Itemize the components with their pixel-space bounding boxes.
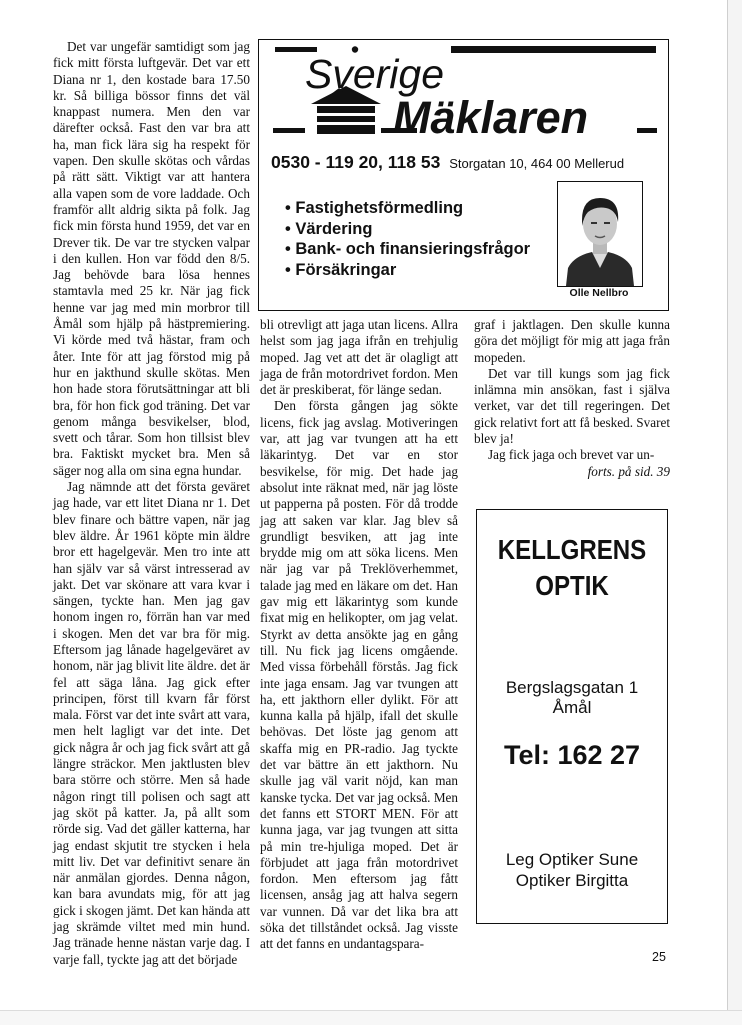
page-number: 25 <box>652 950 666 964</box>
portrait-photo <box>557 181 643 287</box>
maklaren-logo-graphic <box>273 44 658 142</box>
portrait-image <box>558 182 642 286</box>
maklaren-address: Storgatan 10, 464 00 Mellerud <box>449 156 625 171</box>
maklaren-services <box>285 198 530 280</box>
logo-word-1: Sverige <box>305 51 445 97</box>
article-column-3 <box>474 317 670 480</box>
maklaren-contact <box>271 152 624 173</box>
article-column-2 <box>260 317 458 953</box>
service-item: • Bank- och finansieringsfrågor <box>285 239 530 260</box>
optik-name-line2: OPTIK <box>535 570 609 601</box>
optik-name-line1: KELLGRENS <box>497 534 647 565</box>
article-paragraph: Den första gången jag sökte licens, fick jag avslag. Motiveringen var, att jag var tvungen att ha ett läkarintyg. Det var en stor besvikelse, för mig. Det hade jag absolut inte räknat med, när jag löste ut papperna på posten. För då trodde jag att saken var klar. Jag blev så grundligt besviken, att jag inte brydde mig om att söka licens. Men när jag var på Treklöverhemmet, talade jag med en läkare om det. Han gav mig ett läkarintyg som kunde fixat mig en helikopter, om jag velat. Styrkt av detta ansökte jag en gång till. Nu fick jag licens omgående. Med vissa förbehåll förstås. Jag fick inte jaga ensam. Jag var tvungen att ha, ett jakthorn eller dylikt. För att kunna kalla på hjälp, ifall det skulle behövas. Det löste jag genom att skaffa mig en PR-radio. Jag tyckte det var bättre än ett jakthorn. Nu skulle jag väl varit nöjd, kan man kanske tycka. Det var jag också. Men det fanns ett STORT MEN. För att kunna jaga, var jag tvungen att sitta på min tre-hjuliga moped. Det är förbjudet att jaga från motordrivet fordon. Men eftersom jag fått licensen, ansåg jag att halva segern var vunnen. Då var det lika bra att söka det tillståndet också. Jag visste att det fanns en undantagspara- <box>260 398 458 952</box>
service-item: • Värdering <box>285 219 530 240</box>
page-edge-right <box>727 0 742 1024</box>
optik-staff-1: Leg Optiker Sune <box>505 850 639 869</box>
continued-note: forts. på sid. 39 <box>587 463 670 479</box>
service-item: • Fastighetsförmedling <box>285 198 530 219</box>
logo-word-2: Mäklaren <box>393 92 589 142</box>
maklaren-phone: 0530 - 119 20, 118 53 <box>271 152 441 172</box>
service-item: • Försäkringar <box>285 260 530 281</box>
ad-kellgrens-optik <box>476 509 668 924</box>
ad-sverige-maklaren <box>258 39 669 311</box>
article-paragraph: Jag nämnde att det första geväret jag hade, var ett litet Diana nr 1. Det blev finare och bättre vapen, när jag blev äldre. År 1961 köpte min äldre bror ett hagelgevär. Men tro inte att han själv var så värst intresserad av jakt. Det var skönare att vara kvar i sängen, tyckte han. Men jag gav honom ingen ro, förrän han var med i skogen. Men det var bra för mig. Eftersom jag lånade hagelgeväret av honom, när jag blivit lite äldre. det är fel att säga låna. Jag gick efter principen, först till kvarn får först mala. Först var det inte svårt att vara, men helt lagligt var det inte. Det gick några år och jag fick svårt att gå längre sträckor. Men jaktlusten blev bara större och större. Men så hade någon ringt till polisen och sagt att jag sköt på katter. Ja, på allt som rörde sig. Vad det gäller katterna, har jag endast skjutit tre stycken i hela mitt liv. Det var definitivt senare än när anmälan gjordes. Denna någon, kan bara avundats mig, för att jag gick i skogen jämt. Det kan hända att jag skrämde viltet med min hund. Jag tränade henne nästan varje dag. I varje fall, tyckte jag att det började <box>53 479 250 967</box>
optik-staff <box>477 849 667 891</box>
maklaren-logo <box>259 40 668 140</box>
optik-address <box>477 678 667 718</box>
photo-caption: Olle Nellbro <box>569 287 629 299</box>
page-edge-bottom <box>0 1010 742 1025</box>
optik-street: Bergslagsgatan 1 <box>505 678 639 697</box>
article-paragraph: bli otrevligt att jaga utan licens. Allra helst som jag jaga ifrån en trehjulig moped. Jag vet att det är olagligt att jaga de från motordrivet fordon. Men det är preskiberat, för länge sedan. <box>260 317 458 398</box>
optik-name <box>490 532 653 604</box>
optik-city: Åmål <box>552 698 592 717</box>
optik-phone: Tel: 162 27 <box>503 740 641 770</box>
article-paragraph: Jag fick jaga och brevet var un- <box>488 447 655 463</box>
article-paragraph: graf i jaktlagen. Den skulle kunna göra det möjligt för mig att jaga från mopeden. <box>474 317 670 365</box>
optik-staff-2: Optiker Birgitta <box>515 871 629 890</box>
article-column-1 <box>53 39 250 968</box>
article-paragraph: Det var ungefär samtidigt som jag fick mitt första luftgevär. Det var ett Diana nr 1, den kostade bara 17.50 kr. Så billiga bössor finns det väl knappast numera. Men den var därefter också. Fast den var bra att ha, man fick lära sig ha respekt för vapen. Den skulle skötas och vårdas på rätt sätt. Viktigt var att hantera alla vapen som de vore laddade. Och framför allt aldrig sikta på folk. Jag fick min första hund 1959, det var en Drever tik. De var tre stycken valpar i den kullen. Hon var född den 8/5. Jag behövde bara lösa hennes stamtavla med 25 kr. När jag fick henne var jag med min morbror till Åmål som hjälp på hästpremiering. Vi körde med två hästar, fram och åter. Inte för att jag förstod mig på hur en jakthund skulle skötas. Men hon hade stora förutsättningar att bli bra, för hon fick god träning. Det var genom många besvikelser, blod, svett och tårar. Som hon tillsist blev bra. Faktiskt mycket bra. Men så säger nog alla om sina egna hundar. <box>53 39 250 478</box>
article-paragraph: Det var till kungs som jag fick inlämna min ansökan, fast i själva verket, var det till regeringen. Det gick relativt fort att få besked. Svaret blev ja! <box>474 365 670 447</box>
